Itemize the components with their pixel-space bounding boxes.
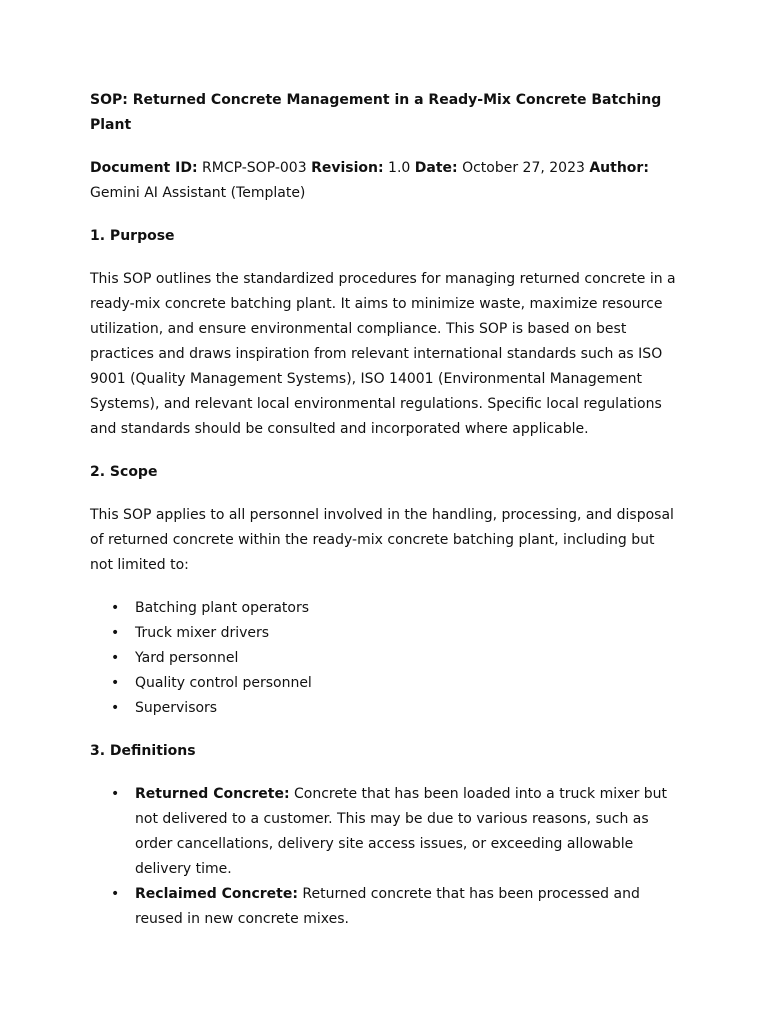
date-value: October 27, 2023 [462,160,585,176]
author-label: Author: [589,160,649,176]
bullet: • [111,700,120,716]
definition-term: Reclaimed Concrete: [135,886,298,902]
purpose-text: This SOP outlines the standardized procedures for managing returned concrete in a ready-mix concrete batching plant. It aims to minimize waste, maximize resource utilization, and ensure environmental compliance. This SOP is based on best practices and draws inspiration from relevant international standards such as ISO 9001 (Quality Management Systems), ISO 14001 (Environmental Management Systems), and relevant local environmental regulations. Specific local regulations and standards should be consulted and incorporated where applicable. [90,271,676,437]
definitions-heading: 3. Definitions [90,743,196,759]
revision-value: 1.0 [388,160,411,176]
definition-text: Returned concrete that has been processed and reused in new concrete mixes. [135,886,640,927]
date-label: Date: [414,160,458,176]
list-item [111,621,678,646]
bullet: • [111,650,120,666]
list-item-text: Yard personnel [135,650,239,666]
document-meta [90,156,678,206]
bullet: • [111,786,120,802]
scope-text: This SOP applies to all personnel involved in the handling, processing, and disposal of returned concrete within the ready-mix concrete batching plant, including but not limited to: [90,507,674,573]
list-item-text: Quality control personnel [135,675,312,691]
scope-heading: 2. Scope [90,464,158,480]
definition-term: Returned Concrete: [135,786,290,802]
list-item [111,671,678,696]
scope-list [90,596,678,721]
bullet: • [111,675,120,691]
bullet: • [111,625,120,641]
purpose-heading: 1. Purpose [90,228,175,244]
revision-label: Revision: [311,160,384,176]
bullet: • [111,886,120,902]
definition-item [111,882,678,932]
doc-id-label: Document ID: [90,160,198,176]
definition-text: Concrete that has been loaded into a truck mixer but not delivered to a customer. This may be due to various reasons, such as order cancellations, delivery site access issues, or exceeding allowable delivery time. [135,786,668,877]
list-item-text: Truck mixer drivers [135,625,270,641]
definition-item [111,782,678,882]
list-item-text: Batching plant operators [135,600,310,616]
author-value: Gemini AI Assistant (Template) [90,185,306,201]
bullet: • [111,600,120,616]
list-item-text: Supervisors [135,700,218,716]
list-item [111,596,678,621]
definitions-list [90,782,678,932]
list-item [111,696,678,721]
doc-id-value: RMCP-SOP-003 [202,160,307,176]
list-item [111,646,678,671]
document-title: SOP: Returned Concrete Management in a Ready-Mix Concrete Batching Plant [90,92,662,133]
